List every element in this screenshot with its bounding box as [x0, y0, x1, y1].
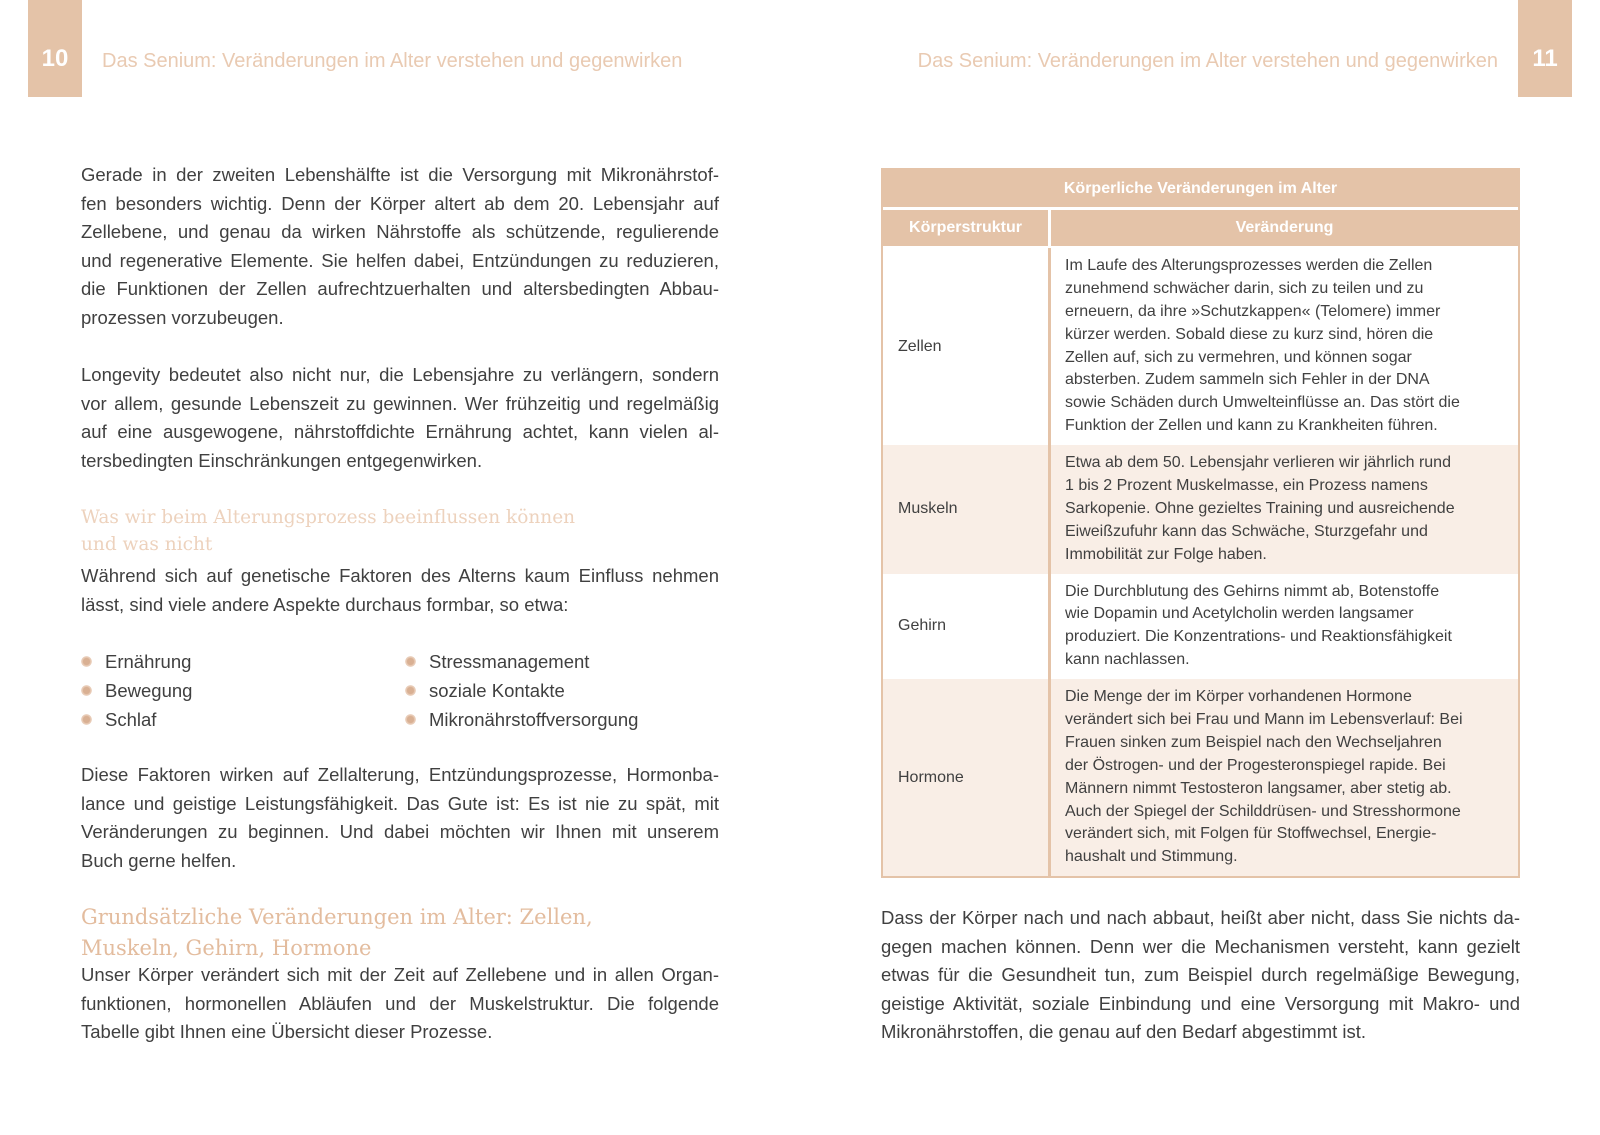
- cell-text-line: kann nachlassen.: [1065, 651, 1190, 669]
- paragraph: [81, 961, 719, 1047]
- section-heading: [81, 902, 719, 963]
- paragraph: [81, 562, 719, 619]
- table-cell-change: [1051, 248, 1518, 445]
- table-row: [883, 248, 1518, 445]
- list-item: [81, 676, 192, 705]
- cell-text-line: absterben. Zudem sammeln sich Fehler in der DNA: [1065, 371, 1430, 389]
- paragraph: [881, 904, 1520, 1047]
- column-header-structure: Körperstruktur: [883, 210, 1051, 246]
- cell-text-line: der Östrogen- und der Progesteronspiegel rapide. Bei: [1065, 756, 1446, 774]
- table-row: [883, 574, 1518, 680]
- page-number: 10: [41, 45, 69, 72]
- bullet-icon: [81, 656, 92, 667]
- factor-list-column: [81, 647, 192, 734]
- paragraph-line: tersbedingten Einschränkungen entgegenwirken.: [81, 449, 483, 471]
- paragraph-line: lance und geistige Leistungsfähigkeit. Das Gute ist: Es ist nie zu spät, mit: [81, 792, 719, 814]
- section-heading-line: Muskeln, Gehirn, Hormone: [81, 935, 372, 960]
- list-item: [405, 647, 638, 676]
- section-heading-line: Grundsätzliche Veränderungen im Alter: Zellen,: [81, 905, 593, 929]
- cell-text-line: verändert sich, mit Folgen für Stoffwechsel, Energie-: [1065, 825, 1437, 843]
- list-item-label: Bewegung: [105, 680, 193, 701]
- cell-text-line: kürzer werden. Sobald diese zu kurz sind, hören die: [1065, 325, 1434, 343]
- bullet-icon: [81, 714, 92, 725]
- cell-text-line: 1 bis 2 Prozent Muskelmasse, ein Prozess namens: [1065, 477, 1428, 495]
- paragraph-line: auf eine ausgewogene, nährstoffdichte Ernährung achtet, kann vielen al-: [81, 421, 719, 443]
- table-title: Körperliche Veränderungen im Alter: [883, 170, 1518, 207]
- table-cell-structure: Muskeln: [883, 445, 1051, 573]
- paragraph-line: lässt, sind viele andere Aspekte durchaus formbar, so etwa:: [81, 593, 569, 615]
- page-number-box: [28, 0, 82, 97]
- subheading: [81, 505, 719, 558]
- cell-text-line: zunehmend schwächer darin, sich zu teilen und zu: [1065, 279, 1424, 297]
- table-row: [883, 445, 1518, 573]
- bullet-icon: [81, 685, 92, 696]
- table-row: [883, 679, 1518, 876]
- cell-text-line: erneuern, da ihre »Schutzkappen« (Telomere) immer: [1065, 302, 1441, 320]
- cell-text-line: wie Dopamin und Acetylcholin werden langsamer: [1065, 605, 1414, 623]
- cell-text-line: Die Durchblutung des Gehirns nimmt ab, Botenstoffe: [1065, 582, 1440, 600]
- cell-text-line: Immobilität zur Folge haben.: [1065, 545, 1267, 563]
- cell-text-line: Eiweißzufuhr kann das Schwäche, Sturzgefahr und: [1065, 522, 1428, 540]
- list-item: [405, 705, 638, 734]
- paragraph-line: geistige Aktivität, soziale Einbindung und eine Versorgung mit Makro- und: [881, 992, 1520, 1014]
- paragraph-line: und regenerative Elemente. Sie helfen dabei, Entzündungen zu reduzieren,: [81, 249, 719, 271]
- paragraph-line: etwas für die Gesundheit tun, zum Beispiel durch regelmäßige Bewegung,: [881, 964, 1520, 986]
- list-item-label: Schlaf: [105, 709, 157, 730]
- cell-text-line: Auch der Spiegel der Schilddrüsen- und Stresshormone: [1065, 802, 1461, 820]
- cell-text-line: Die Menge der im Körper vorhandenen Hormone: [1065, 688, 1412, 706]
- paragraph-line: Zellebene, und genau da wirken Nährstoffe als schützende, regulierende: [81, 221, 719, 243]
- cell-text-line: Etwa ab dem 50. Lebensjahr verlieren wir jährlich rund: [1065, 454, 1451, 472]
- paragraph-line: fen besonders wichtig. Denn der Körper altert ab dem 20. Lebensjahr auf: [81, 192, 719, 214]
- changes-table: [881, 168, 1520, 878]
- paragraph-line: Unser Körper verändert sich mit der Zeit auf Zellebene und in allen Organ-: [81, 964, 719, 985]
- list-item: [405, 676, 638, 705]
- paragraph-line: Gerade in der zweiten Lebenshälfte ist die Versorgung mit Mikronährstof-: [81, 164, 719, 185]
- list-item-label: Stressmanagement: [429, 651, 590, 672]
- paragraph-line: Buch gerne helfen.: [81, 849, 237, 871]
- cell-text-line: verändert sich bei Frau und Mann im Lebensverlauf: Bei: [1065, 711, 1463, 729]
- paragraph-line: Diese Faktoren wirken auf Zellalterung, Entzündungsprozesse, Hormonba-: [81, 764, 719, 785]
- running-head: Das Senium: Veränderungen im Alter verstehen und gegenwirken: [917, 50, 1498, 72]
- list-item-label: Mikronährstoffversorgung: [429, 709, 639, 730]
- page-number: 11: [1532, 45, 1558, 72]
- paragraph-line: die Funktionen der Zellen aufrechtzuerhalten und altersbedingten Abbau-: [81, 278, 719, 300]
- list-item-label: soziale Kontakte: [429, 680, 565, 701]
- paragraph-line: Longevity bedeutet also nicht nur, die Lebensjahre zu verlängern, sondern: [81, 364, 719, 385]
- cell-text-line: Frauen sinken zum Beispiel nach den Wechseljahren: [1065, 733, 1442, 751]
- paragraph: [81, 161, 719, 333]
- cell-text-line: produziert. Die Konzentrations- und Reaktionsfähigkeit: [1065, 628, 1452, 646]
- cell-text-line: haushalt und Stimmung.: [1065, 848, 1238, 866]
- cell-text-line: Zellen auf, sich zu vermehren, und können sogar: [1065, 348, 1412, 366]
- cell-text-line: Funktion der Zellen und kann zu Krankheiten führen.: [1065, 417, 1438, 435]
- table-header-row: [883, 210, 1518, 246]
- factor-list: [0, 647, 720, 735]
- list-item-label: Ernährung: [105, 651, 192, 672]
- factor-list-column: [405, 647, 638, 734]
- paragraph-line: vor allem, gesunde Lebenszeit zu gewinnen. Wer frühzeitig und regelmäßig: [81, 392, 719, 414]
- column-header-change: Veränderung: [1051, 210, 1518, 246]
- bullet-icon: [405, 656, 416, 667]
- paragraph: [81, 761, 719, 875]
- subheading-line: und was nicht: [81, 533, 213, 555]
- paragraph: [81, 361, 719, 475]
- running-head: Das Senium: Veränderungen im Alter verstehen und gegenwirken: [102, 50, 683, 72]
- table-cell-change: [1051, 679, 1518, 876]
- paragraph-line: gegen machen können. Denn wer die Mechanismen versteht, kann gezielt: [881, 935, 1520, 957]
- list-item: [81, 705, 192, 734]
- cell-text-line: Sarkopenie. Ohne gezieltes Training und ausreichende: [1065, 499, 1455, 517]
- paragraph-line: funktionen, hormonellen Abläufen und der Muskelstruktur. Die folgende: [81, 992, 719, 1014]
- table-cell-change: [1051, 574, 1518, 680]
- cell-text-line: Im Laufe des Alterungsprozesses werden die Zellen: [1065, 257, 1433, 274]
- table-cell-structure: Gehirn: [883, 574, 1051, 680]
- table-cell-structure: Zellen: [883, 248, 1051, 445]
- list-item: [81, 647, 192, 676]
- cell-text-line: Männern nimmt Testosteron langsamer, aber stetig ab.: [1065, 779, 1452, 797]
- paragraph-line: Veränderungen zu beginnen. Und dabei möchten wir Ihnen mit unserem: [81, 821, 719, 843]
- subheading-line: Was wir beim Alterungsprozess beeinflussen können: [81, 507, 576, 528]
- table-cell-change: [1051, 445, 1518, 573]
- cell-text-line: sowie Schäden durch Umwelteinflüsse an. Das stört die: [1065, 394, 1460, 412]
- bullet-icon: [405, 685, 416, 696]
- page-number-box: [1518, 0, 1572, 97]
- table-cell-structure: Hormone: [883, 679, 1051, 876]
- bullet-icon: [405, 714, 416, 725]
- paragraph-line: prozessen vorzubeugen.: [81, 306, 284, 328]
- paragraph-line: Mikronährstoffen, die genau auf den Bedarf abgestimmt ist.: [881, 1021, 1367, 1043]
- paragraph-line: Dass der Körper nach und nach abbaut, heißt aber nicht, dass Sie nichts da-: [881, 907, 1520, 928]
- paragraph-line: Während sich auf genetische Faktoren des Alterns kaum Einfluss nehmen: [81, 565, 719, 586]
- paragraph-line: Tabelle gibt Ihnen eine Übersicht dieser Prozesse.: [81, 1021, 493, 1043]
